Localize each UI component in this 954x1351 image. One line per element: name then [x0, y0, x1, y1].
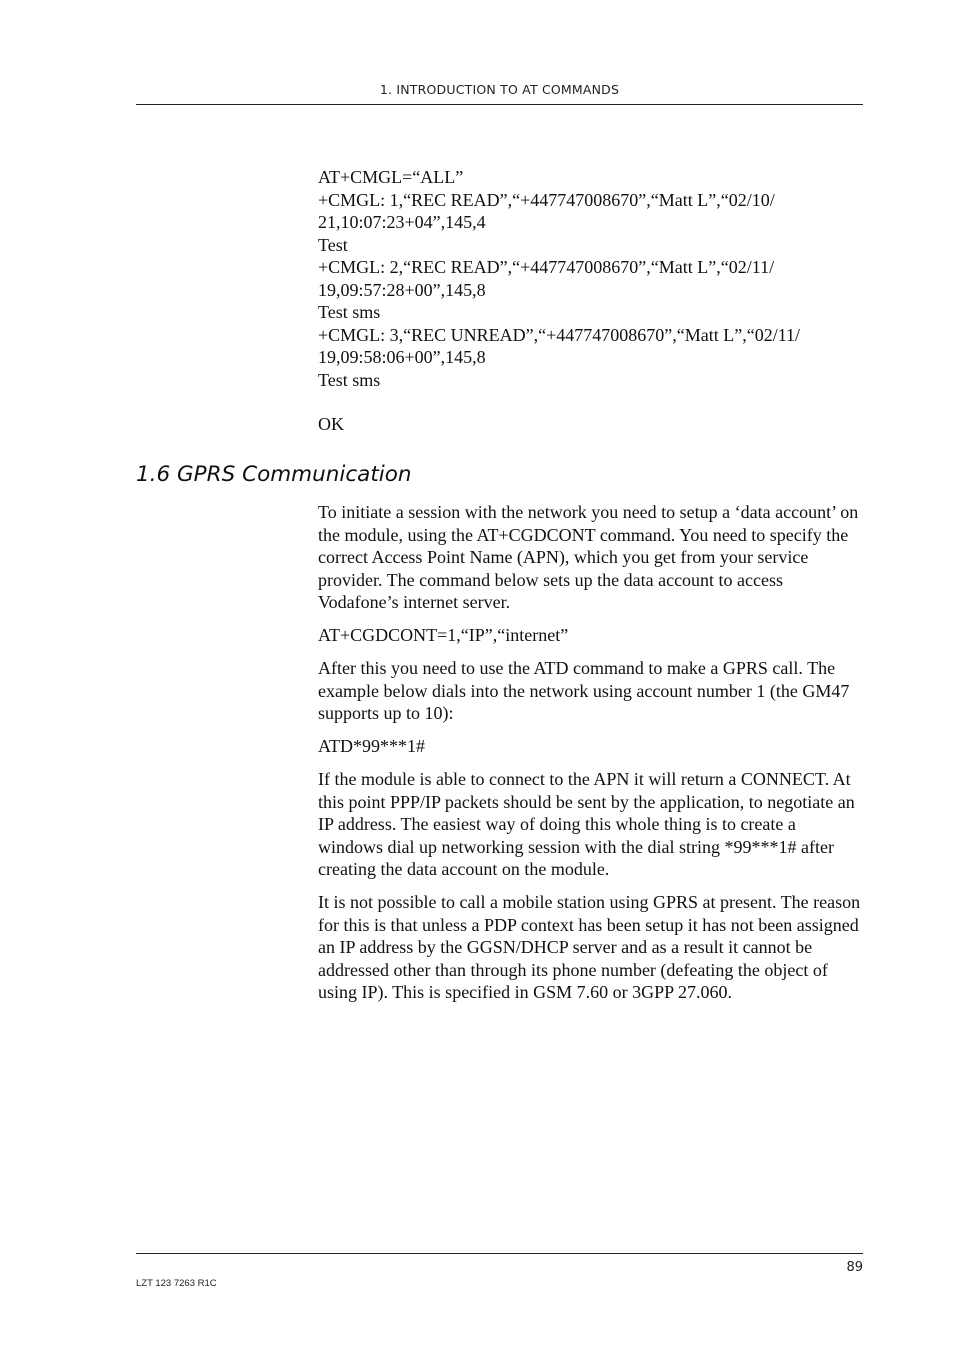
paragraph: After this you need to use the ATD command to make a GPRS call. The example below dials into the network using account number 1 (the GM47 supports up to 10):	[318, 658, 850, 723]
code-line: 19,09:57:28+00”,145,8	[318, 279, 486, 300]
section-body	[318, 501, 863, 1014]
code-line: AT+CMGL=“ALL”	[318, 167, 464, 187]
section-title: 1.6 GPRS Communication	[136, 462, 412, 487]
command-example: AT+CGDCONT=1,“IP”,“internet”	[318, 625, 569, 645]
code-line: Test sms	[318, 302, 381, 322]
code-ok-line: OK	[318, 414, 344, 434]
code-line: +CMGL: 2,“REC READ”,“+447747008670”,“Matt L”,“02/11/	[318, 257, 775, 277]
paragraph: If the module is able to connect to the APN it will return a CONNECT. At this point PPP/IP packets should be sent by the application, to negotiate an IP address. The easiest way of doing this whole thing is to create a windows dial up networking session with the dial string *99***1# after creating the data account on the module.	[318, 769, 855, 879]
header-rule	[136, 104, 863, 105]
paragraph: It is not possible to call a mobile station using GPRS at present. The reason for this is that unless a PDP context has been setup it has not been assigned an IP address by the GGSN/DHCP server and as a result it cannot be addressed other than through its phone number (defeating the object of using IP). This is specified in GSM 7.60 or 3GPP 27.060.	[318, 892, 861, 1002]
code-line: +CMGL: 3,“REC UNREAD”,“+447747008670”,“Matt L”,“02/11/	[318, 324, 801, 345]
page-number: 89	[846, 1260, 863, 1275]
code-line: 21,10:07:23+04”,145,4	[318, 212, 486, 232]
running-header: 1. INTRODUCTION TO AT COMMANDS	[379, 82, 620, 97]
command-example: ATD*99***1#	[318, 736, 425, 756]
code-line: +CMGL: 1,“REC READ”,“+447747008670”,“Matt L”,“02/10/	[318, 189, 775, 210]
document-code: LZT 123 7263 R1C	[136, 1278, 217, 1289]
footer-rule	[136, 1253, 863, 1254]
paragraph: To initiate a session with the network you need to setup a ‘data account’ on the module, using the AT+CGDCONT command. You need to specify the correct Access Point Name (APN), which you get from your service provider. The command below sets up the data account to access Vodafone’s internet server.	[318, 502, 859, 612]
code-line: Test	[318, 234, 348, 255]
code-example	[318, 166, 863, 436]
code-line: 19,09:58:06+00”,145,8	[318, 347, 486, 367]
code-line: Test sms	[318, 369, 381, 390]
